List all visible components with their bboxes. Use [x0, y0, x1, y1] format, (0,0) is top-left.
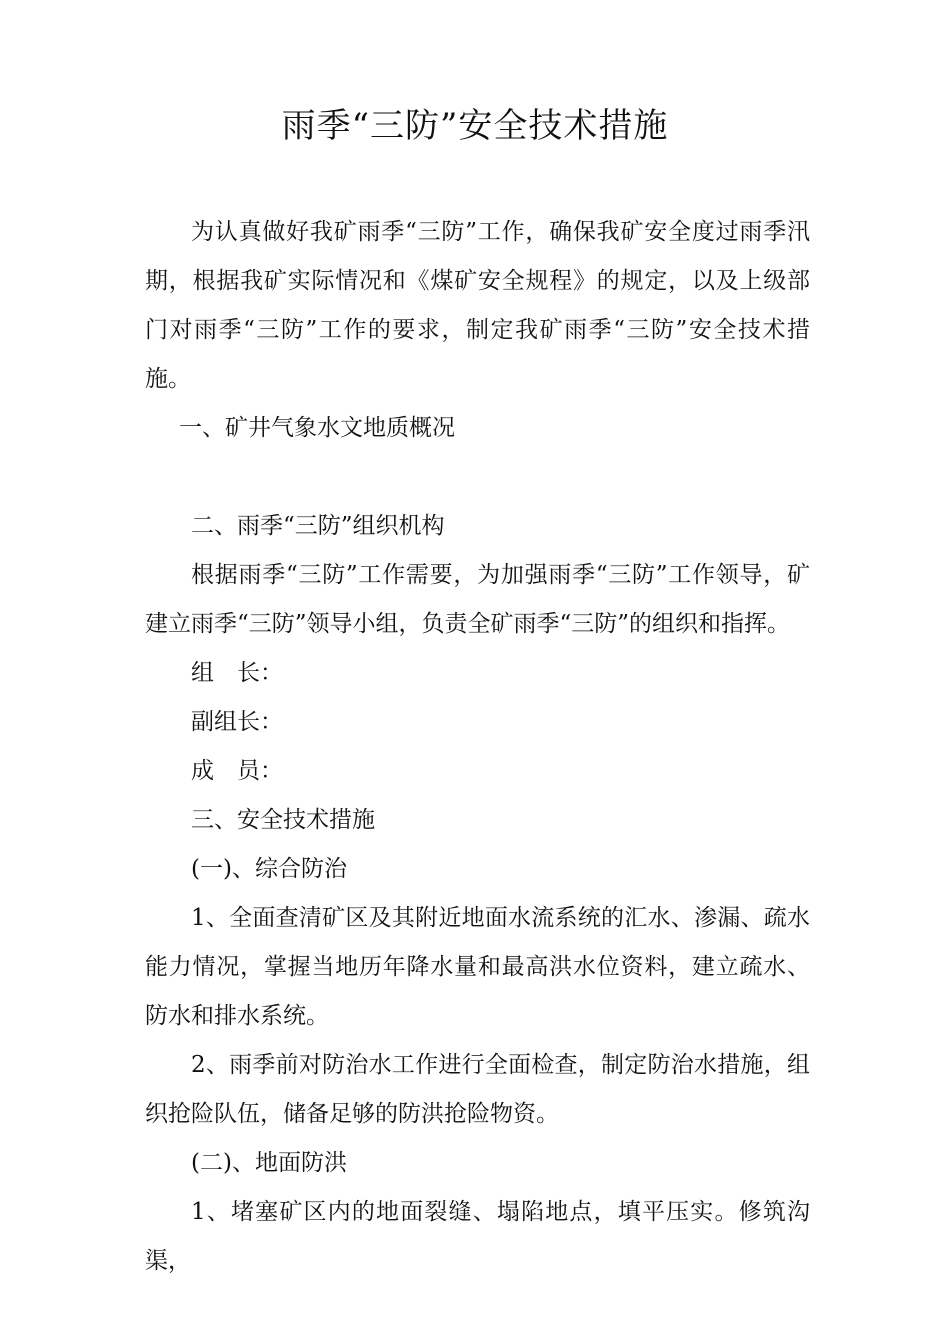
- section-3-heading: 三、安全技术措施: [191, 807, 375, 833]
- subsection-2-item-1: 1、堵塞矿区内的地面裂缝、塌陷地点，填平压实。修筑沟渠，: [145, 1199, 810, 1274]
- subsection-1-heading: (一)、综合防治: [191, 856, 347, 882]
- document-body: [145, 208, 810, 1286]
- section-2-heading: 二、雨季“三防”组织机构: [191, 513, 445, 539]
- leader-label: 组 长：: [191, 660, 283, 686]
- section-2-paragraph: 根据雨季“三防”工作需要，为加强雨季“三防”工作领导，矿建立雨季“三防”领导小组，负责全矿雨季“三防”的组织和指挥。: [145, 562, 810, 637]
- section-1-heading: 一、矿井气象水文地质概况: [179, 415, 455, 441]
- intro-paragraph: 为认真做好我矿雨季“三防”工作，确保我矿安全度过雨季汛期，根据我矿实际情况和《煤矿安全规程》的规定，以及上级部门对雨季“三防”工作的要求，制定我矿雨季“三防”安全技术措施。: [145, 219, 810, 392]
- deputy-leader-label: 副组长：: [191, 709, 283, 735]
- member-label: 成 员：: [191, 758, 283, 784]
- subsection-1-item-2: 2、雨季前对防治水工作进行全面检查，制定防治水措施，组织抢险队伍，储备足够的防洪抢险物资。: [145, 1052, 810, 1127]
- subsection-1-item-1: 1、全面查清矿区及其附近地面水流系统的汇水、渗漏、疏水能力情况，掌握当地历年降水量和最高洪水位资料，建立疏水、防水和排水系统。: [145, 905, 810, 1029]
- subsection-2-heading: (二)、地面防洪: [191, 1150, 347, 1176]
- blank-space: [145, 453, 810, 502]
- document-title: 雨季“三防”安全技术措施: [281, 106, 669, 146]
